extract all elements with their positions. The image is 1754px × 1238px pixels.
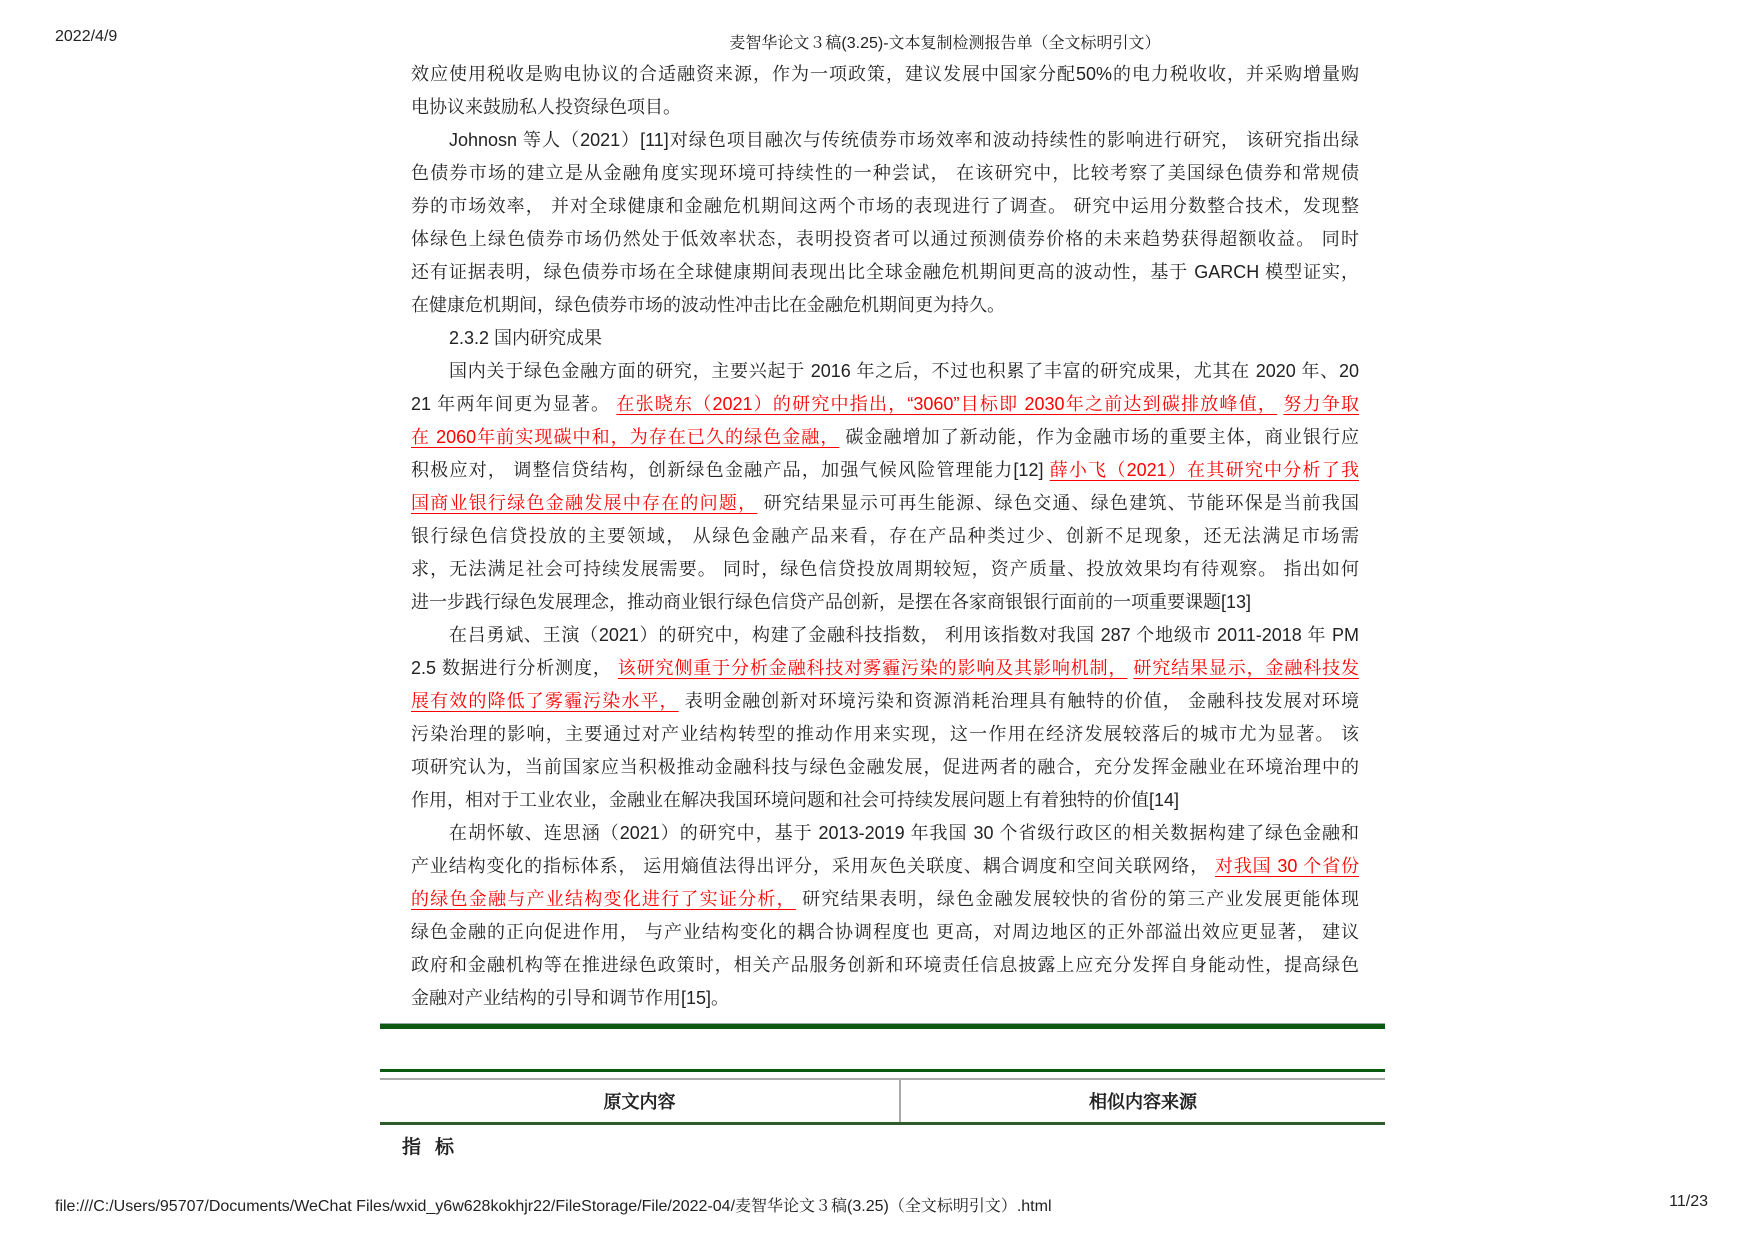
text-line xyxy=(411,652,1359,685)
text-line xyxy=(411,883,1359,916)
text-line xyxy=(411,223,1359,256)
page-number: 11/23 xyxy=(1669,1193,1708,1210)
text-line xyxy=(411,718,1359,751)
similar-text-highlight[interactable]: 在张晓东（2021）的研究中指出，“3060”目标即 2030 xyxy=(616,394,1065,414)
text-segment: 色债券市场的建立是从金融角度实现环境可持续性的一种尝试， 在该研究中，比较考察了美国绿色债券和常规债 xyxy=(411,163,1359,183)
section-divider xyxy=(380,1023,1385,1029)
text-line xyxy=(411,586,1359,619)
text-line xyxy=(411,949,1359,982)
similar-text-highlight[interactable]: 研究结果显示，金融科技发 xyxy=(1133,658,1359,678)
text-line xyxy=(411,91,1359,124)
column-header-source: 相似内容来源 xyxy=(1089,1092,1197,1112)
text-line xyxy=(411,487,1359,520)
text-segment: 在吕勇斌、王演（2021）的研究中，构建了金融科技指数， 利用该指数对我国 287 个地级市 2011-2018 年 PM xyxy=(449,625,1359,645)
similar-text-highlight[interactable]: 国商业银行绿色金融发展中存在的问题， xyxy=(411,493,758,513)
text-line xyxy=(411,289,1359,322)
text-segment: 在健康危机期间，绿色债券市场的波动性冲击比在金融危机期间更为持久。 xyxy=(411,295,1005,315)
similar-text-highlight[interactable]: 该研究侧重于分析金融科技对雾霾污染的影响及其影响机制， xyxy=(617,658,1128,678)
text-line xyxy=(411,619,1359,652)
similar-text-highlight[interactable]: 年前实现碳中和，为存在已久的绿色金融， xyxy=(476,427,840,447)
text-line xyxy=(411,157,1359,190)
text-line xyxy=(411,784,1359,817)
text-segment: 表明金融创新对环境污染和资源消耗治理具有触特的价值， 金融科技发展对环境 xyxy=(678,691,1360,711)
text-segment: 电协议来鼓励私人投资绿色项目。 xyxy=(411,97,681,117)
print-date: 2022/4/9 xyxy=(55,28,118,45)
text-segment: 研究结果表明，绿色金融发展较快的省份的第三产业发展更能体现 xyxy=(795,889,1360,909)
column-header-original: 原文内容 xyxy=(380,1080,901,1122)
text-line xyxy=(411,58,1359,91)
text-segment: 效应使用税收是购电协议的合适融资来源，作为一项政策，建议发展中国家分配50%的电力税收收，并采购增量购 xyxy=(411,64,1359,84)
text-segment: 求，无法满足社会可持续发展需要。 同时，绿色信贷投放周期较短，资产质量、投放效果均有待观察。 指出如何 xyxy=(411,559,1359,579)
text-line xyxy=(411,322,1359,355)
text-line xyxy=(411,454,1359,487)
text-segment: 碳金融增加了新动能，作为金融市场的重要主体，商业银行应 xyxy=(839,427,1360,447)
text-line xyxy=(411,916,1359,949)
text-segment: 作用，相对于工业农业，金融业在解决我国环境问题和社会可持续发展问题上有着独特的价值[14] xyxy=(411,790,1180,810)
text-segment: 体绿色上绿色债券市场仍然处于低效率状态，表明投资者可以通过预测债券价格的未来趋势获得超额收益。 同时 xyxy=(411,229,1359,249)
text-line xyxy=(411,190,1359,223)
text-segment: 研究结果显示可再生能源、绿色交通、绿色建筑、节能环保是当前我国 xyxy=(757,493,1359,513)
text-segment: 券的市场效率， 并对全球健康和金融危机期间这两个市场的表现进行了调查。 研究中运用分数整合技术，发现整 xyxy=(411,196,1359,216)
text-segment: 21 年两年间更为显著。 xyxy=(411,394,617,414)
text-line xyxy=(411,817,1359,850)
similar-text-highlight[interactable]: 年之前达到碳排放峰值， xyxy=(1064,394,1278,414)
text-segment: 项研究认为，当前国家应当积极推动金融科技与绿色金融发展，促进两者的融合，充分发挥金融业在环境治理中的 xyxy=(411,757,1359,777)
similar-text-highlight[interactable]: 在 2060 xyxy=(411,427,477,447)
text-line xyxy=(411,256,1359,289)
text-line xyxy=(411,850,1359,883)
similar-text-highlight[interactable]: 展有效的降低了雾霾污染水平， xyxy=(411,691,679,711)
report-body-text xyxy=(411,58,1359,1015)
text-segment: 进一步践行绿色发展理念，推动商业银行绿色信贷产品创新，是摆在各家商银银行面前的一项重要课题[13] xyxy=(411,592,1252,612)
text-line xyxy=(411,388,1359,421)
file-path: file:///C:/Users/95707/Documents/WeChat Files/wxid_y6w628kokhjr22/FileStorage/File/2022-04/麦智华论文３稿(3.25)（全文标明引文）.html xyxy=(55,1198,1052,1215)
text-segment: Johnosn 等人（2021）[11]对绿色项目融次与传统债券市场效率和波动持续性的影响进行研究， 该研究指出绿 xyxy=(449,130,1359,150)
table-top-rule xyxy=(380,1069,1385,1072)
comparison-table-header xyxy=(380,1078,1385,1125)
indicator-label: 指标 xyxy=(402,1137,469,1158)
similar-text-highlight[interactable]: 努力争取 xyxy=(1283,394,1359,414)
page-title: 麦智华论文３稿(3.25)-文本复制检测报告单（全文标明引文） xyxy=(729,35,1161,52)
similar-text-highlight[interactable]: 对我国 30 个省份 xyxy=(1214,856,1359,876)
similar-text-highlight[interactable]: 的绿色金融与产业结构变化进行了实证分析， xyxy=(411,889,796,909)
text-segment: 污染治理的影响，主要通过对产业结构转型的推动作用来实现，这一作用在经济发展较落后的城市尤为显著。 该 xyxy=(411,724,1359,744)
similar-text-highlight[interactable]: 薛小飞（2021）在其研究中分析了我 xyxy=(1049,460,1359,480)
text-line xyxy=(411,355,1359,388)
text-line xyxy=(411,685,1359,718)
text-segment: 绿色金融的正向促进作用， 与产业结构变化的耦合协调程度也 更高，对周边地区的正外部溢出效应更显著， 建议 xyxy=(411,922,1359,942)
text-line xyxy=(411,553,1359,586)
text-segment: 银行绿色信贷投放的主要领域， 从绿色金融产品来看，存在产品种类过少、创新不足现象，还无法满足市场需 xyxy=(411,526,1359,546)
text-line xyxy=(411,520,1359,553)
text-segment: 产业结构变化的指标体系， 运用熵值法得出评分，采用灰色关联度、耦合调度和空间关联网络， xyxy=(411,856,1215,876)
text-line xyxy=(411,124,1359,157)
text-segment: 2.5 数据进行分析测度， xyxy=(411,658,618,678)
text-segment: 金融对产业结构的引导和调节作用[15]。 xyxy=(411,988,730,1008)
text-line xyxy=(411,751,1359,784)
text-segment: 2.3.2 国内研究成果 xyxy=(449,328,603,348)
text-segment: 积极应对， 调整信贷结构，创新绿色金融产品，加强气候风险管理能力[12] xyxy=(411,460,1050,480)
text-segment: 在胡怀敏、连思涵（2021）的研究中，基于 2013-2019 年我国 30 个省级行政区的相关数据构建了绿色金融和 xyxy=(449,823,1359,843)
text-segment: 国内关于绿色金融方面的研究，主要兴起于 2016 年之后，不过也积累了丰富的研究成果，尤其在 2020 年、20 xyxy=(449,361,1359,381)
text-line xyxy=(411,982,1359,1015)
text-line xyxy=(411,421,1359,454)
text-segment: 还有证据表明，绿色债券市场在全球健康期间表现出比全球金融危机期间更高的波动性，基于 GARCH 模型证实， xyxy=(411,262,1359,282)
text-segment: 政府和金融机构等在推进绿色政策时，相关产品服务创新和环境责任信息披露上应充分发挥自身能动性，提高绿色 xyxy=(411,955,1359,975)
